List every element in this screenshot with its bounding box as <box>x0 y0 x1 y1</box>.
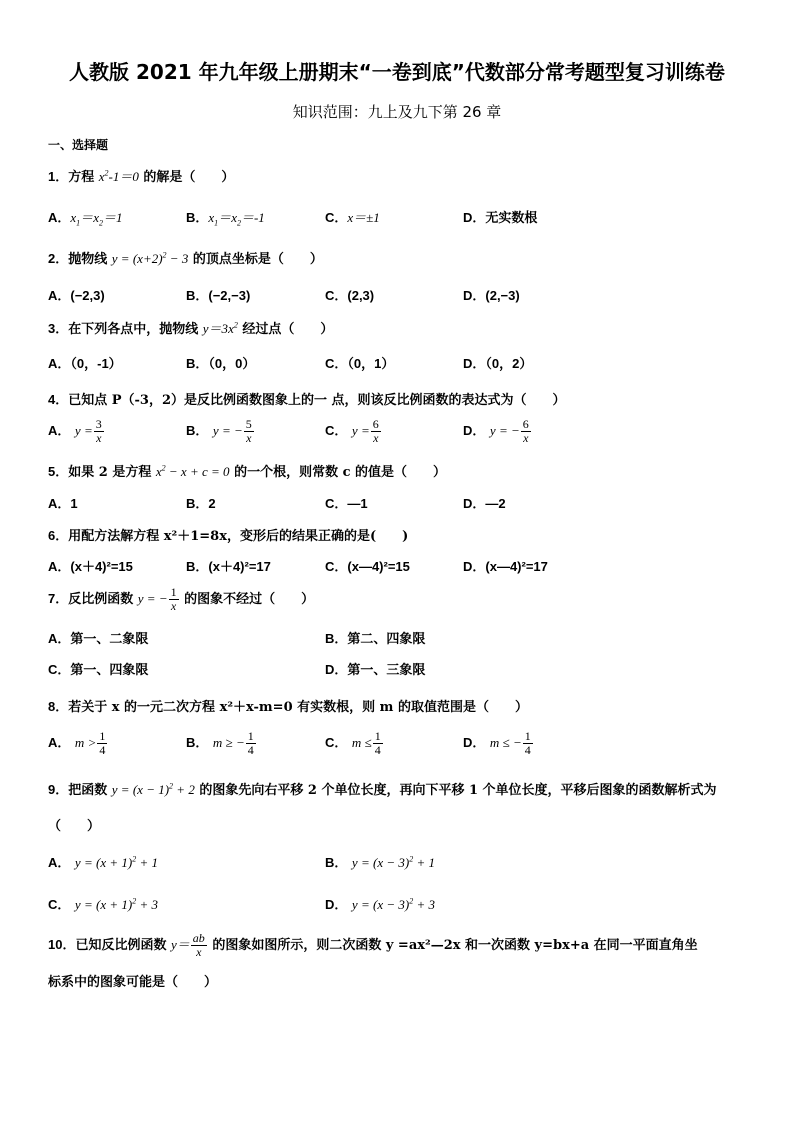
page-title: 人教版 2021 年九年级上册期末“一卷到底”代数部分常考题型复习训练卷 <box>69 60 725 84</box>
q5-option-d[interactable]: D．—2 <box>463 496 506 511</box>
q4-option-b[interactable]: B． y = − $\frac{5}{x}$ <box>186 417 252 445</box>
q8-option-c[interactable]: C． m ≤ $\frac{1}{4}$ <box>325 729 381 757</box>
q5-option-c[interactable]: C．—1 <box>325 496 368 511</box>
q3-equation: $y=3x^2$ <box>202 320 238 336</box>
q7-option-a[interactable]: A．第一、二象限 <box>48 631 149 646</box>
q3-option-a[interactable]: A．（0，-1） <box>48 356 122 371</box>
question-6: 6．用配方法解方程 x²＋1=8x，变形后的结果正确的是( ) <box>48 528 409 544</box>
q2-option-c[interactable]: C．(2,3) <box>325 288 375 303</box>
question-2: 2．抛物线 $y = (x+2)^2 - 3$ 的顶点坐标是（ ） <box>48 250 323 267</box>
q8-option-a[interactable]: A． m > $\frac{1}{4}$ <box>48 729 106 757</box>
q1-equation: $x^2-1=0$ <box>98 168 139 184</box>
q7-option-b[interactable]: B．第二、四象限 <box>325 631 426 646</box>
q8-option-b[interactable]: B． m ≥ − $\frac{1}{4}$ <box>186 729 254 757</box>
q4-option-a[interactable]: A． y = $\frac{3}{x}$ <box>48 417 102 445</box>
section-heading: 一、选择题 <box>48 138 109 152</box>
q6-option-b[interactable]: B．(x＋4)²=17 <box>186 559 271 574</box>
q7-option-d[interactable]: D．第一、三象限 <box>325 662 426 677</box>
q1-option-b[interactable]: B．$x_1=x_2=-1$ <box>186 210 265 228</box>
q2-option-a[interactable]: A．(−2,3) <box>48 288 105 303</box>
q4-option-c[interactable]: C． y = $\frac{6}{x}$ <box>325 417 379 445</box>
q1-option-c[interactable]: C．x＝±1 <box>325 210 380 225</box>
q7-option-c[interactable]: C．第一、四象限 <box>48 662 149 677</box>
q7-fraction: $\frac{1}{x}$ <box>170 585 177 613</box>
page-subtitle: 知识范围：九上及九下第 26 章 <box>292 103 502 121</box>
q9-option-c[interactable]: C． $y = (x + 1)^2 + 3$ <box>48 896 158 912</box>
q2-equation: $y = (x+2)^2 - 3$ <box>111 250 189 266</box>
q9-option-a[interactable]: A． $y = (x + 1)^2 + 1$ <box>48 854 158 870</box>
question-4: 4．已知点 P（-3，2）是反比例函数图象上的一 点，则该反比例函数的表达式为（ ） <box>48 392 566 408</box>
q9-option-d[interactable]: D． $y = (x - 3)^2 + 3$ <box>325 896 435 912</box>
q5-option-b[interactable]: B．2 <box>186 496 216 511</box>
question-1: 1．方程 $x^2-1=0$ 的解是（ ） <box>48 168 235 185</box>
q3-option-c[interactable]: C．（0，1） <box>325 356 395 371</box>
q6-option-a[interactable]: A．(x＋4)²=15 <box>48 559 133 574</box>
question-10: 10．已知反比例函数 y＝ $\frac{ab}{x}$ 的图象如图所示，则二次函数 y =ax²—2x 和一次函数 y=bx+a 在同一平面直角坐 <box>48 931 698 959</box>
question-8: 8．若关于 x 的一元二次方程 x²＋x-m=0 有实数根，则 m 的取值范围是（ ） <box>48 699 528 715</box>
question-5: 5．如果 2 是方程 $x^2 - x + c = 0$ 的一个根，则常数 c 的值是（ ） <box>48 463 447 480</box>
q2-option-b[interactable]: B．(−2,−3) <box>186 288 251 303</box>
q4-option-d[interactable]: D． y = − $\frac{6}{x}$ <box>463 417 529 445</box>
q8-option-d[interactable]: D． m ≤ − $\frac{1}{4}$ <box>463 729 531 757</box>
q1-option-a[interactable]: A．$x_1=x_2=1$ <box>48 210 123 228</box>
q3-option-d[interactable]: D．（0，2） <box>463 356 533 371</box>
q9-equation: $y = (x - 1)^2 + 2$ <box>111 781 195 797</box>
q1-option-d[interactable]: D．无实数根 <box>463 210 538 225</box>
q10-fraction: $\frac{ab}{x}$ <box>192 931 205 959</box>
question-10-line2: 标系中的图象可能是（ ） <box>48 975 218 990</box>
q5-equation: $x^2 - x + c = 0$ <box>155 463 230 479</box>
q9-option-b[interactable]: B． $y = (x - 3)^2 + 1$ <box>325 854 435 870</box>
question-9-line2: （ ） <box>48 819 101 834</box>
q6-option-d[interactable]: D．(x—4)²=17 <box>463 559 548 574</box>
q3-option-b[interactable]: B．（0，0） <box>186 356 256 371</box>
q2-option-d[interactable]: D．(2,−3) <box>463 288 520 303</box>
question-9: 9．把函数 $y = (x - 1)^2 + 2$ 的图象先向右平移 2 个单位长度，再向下平移 1 个单位长度，平移后图象的函数解析式为 <box>48 781 717 798</box>
question-3: 3．在下列各点中，抛物线 $y=3x^2$ 经过点（ ） <box>48 320 334 337</box>
q6-option-c[interactable]: C．(x—4)²=15 <box>325 559 410 574</box>
q5-option-a[interactable]: A．1 <box>48 496 78 511</box>
question-7: 7．反比例函数 y = − $\frac{1}{x}$ 的图象不经过（ ） <box>48 585 315 613</box>
